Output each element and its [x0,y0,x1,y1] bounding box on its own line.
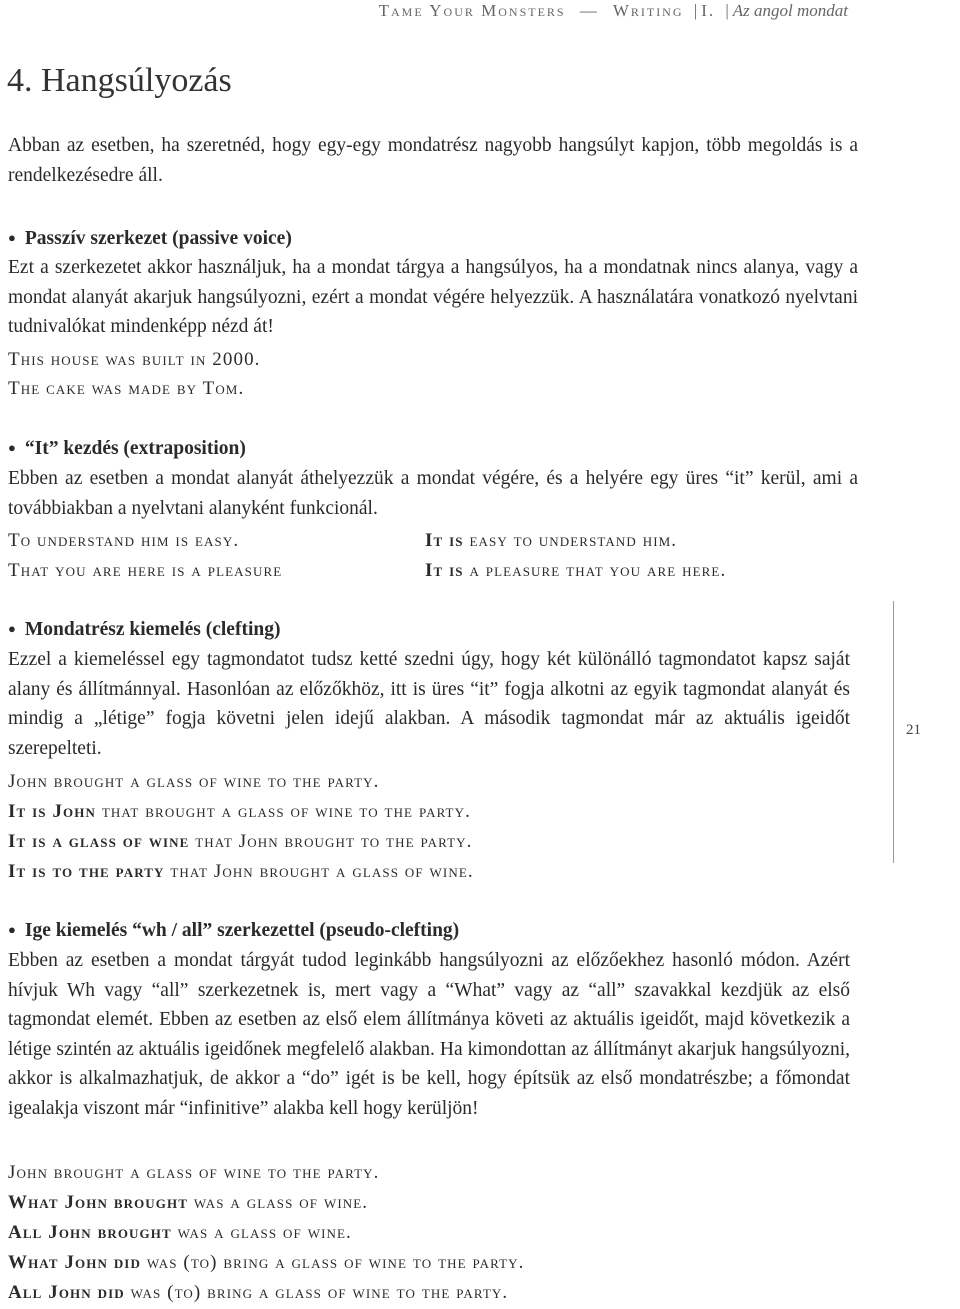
running-header: Tame Your Monsters — Writing | I. | Az angol mondat [378,1,848,20]
margin-rule [893,601,894,863]
example-sentence: John brought a glass of wine to the party. [8,1162,380,1183]
section-text-extraposition: Ebben az esetben a mondat alanyát áthelyezzük a mondat végére, és a helyére egy üres “it” kerül, ami a továbbiakban a nyelvtani alanyként funkcionál. [8,468,858,519]
header-section: Writing [612,1,684,20]
section-text-pseudo-clefting: Ebben az esetben a mondat tárgyát tudod leginkább hangsúlyozni az előzőekhez hasonló módon. Azért hívjuk Wh vagy “all” szerkezetnek is, mert vagy a “What” vagy az “all” szavakkal kezdjük az első tagmondat elemét. Ebben az esetben az első elem állítmánya követi az aktuális igeidőt, majd következik a létige szintén az aktuális igeidőnek megfelelő alakban. Ha kimondottan az állítmányt akarjuk hangsúlyozni, akkor is alkalmazhatjuk, de akkor a “do” igét is be kell, hogy építsük az első mondatrészbe; a főmondat igealakja viszont már “infinitive” alakba kell hogy kerüljön! [8,950,850,1119]
header-subtitle: Az angol mondat [732,1,848,20]
example-sentence: That you are here is a pleasure [8,560,283,581]
example-sentence: What John did was (to) bring a glass of wine to the party. [8,1252,525,1273]
example-sentence: All John did was (to) bring a glass of wine to the party. [8,1282,509,1303]
section-heading-clefting: ● Mondatrész kiemelés (clefting) [8,619,281,640]
bullet-icon: ● [8,230,16,245]
bullet-icon: ● [8,440,16,455]
example-sentence: This house was built in 2000. [8,349,261,370]
header-series: Tame Your Monsters [378,1,566,20]
example-sentence: It is a pleasure that you are here. [425,560,727,581]
bullet-icon: ● [8,922,16,937]
example-sentence: John brought a glass of wine to the party. [8,771,380,792]
example-sentence: It is easy to understand him. [425,530,678,551]
header-volume: I. [701,1,716,20]
section-text-passive: Ezt a szerkezetet akkor használjuk, ha a mondat tárgya a hangsúlyos, ha a mondatnak nincs alanya, vagy a mondat alanyát akarjuk hangsúlyozni, ezért a mondat végére helyezzük. A használatára vonatkozó nyelvtani tudnivalókat mindenképp nézd át! [8,257,858,337]
section-heading-extraposition: ● “It” kezdés (extraposition) [8,438,246,459]
example-sentence: It is to the party that John brought a glass of wine. [8,861,474,882]
page-number: 21 [906,722,921,738]
section-heading-pseudo-clefting: ● Ige kiemelés “wh / all” szerkezettel (pseudo-clefting) [8,920,460,941]
intro-paragraph: Abban az esetben, ha szeretnéd, hogy egy-egy mondatrész nagyobb hangsúlyt kapjon, több megoldás is a rendelkezésedre áll. [8,135,858,186]
bullet-icon: ● [8,621,16,636]
example-sentence: What John brought was a glass of wine. [8,1192,369,1213]
example-sentence: The cake was made by Tom. [8,378,245,399]
example-sentence: It is a glass of wine that John brought to the party. [8,831,473,852]
section-heading-passive: ● Passzív szerkezet (passive voice) [8,228,292,249]
section-text-clefting: Ezzel a kiemeléssel egy tagmondatot tudsz ketté szedni úgy, hogy két különálló tagmondatot kapsz saját alany és állítmánnyal. Hasonlóan az előzőkhöz, itt is üres “it” fogja alkotni az egyik tagmondat alanyát és mindig a „létige” fogja követni jelen idejű alakban. A második tagmondat már az aktuális igeidőt szerepelteti. [8,649,850,759]
example-sentence: To understand him is easy. [8,530,240,551]
chapter-title: 4. Hangsúlyozás [7,62,232,99]
example-sentence: It is John that brought a glass of wine to the party. [8,801,471,822]
example-sentence: All John brought was a glass of wine. [8,1222,352,1243]
